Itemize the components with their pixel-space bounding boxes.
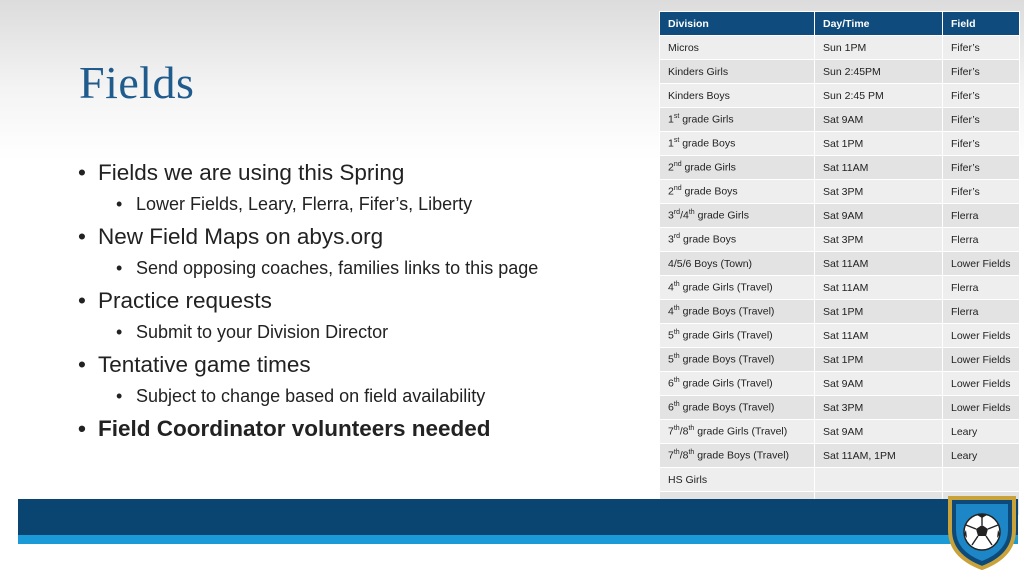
division-text: 4: [668, 281, 674, 294]
cell-field: Flerra: [943, 228, 1020, 252]
cell-daytime: Sat 3PM: [815, 396, 943, 420]
cell-field: [943, 468, 1020, 492]
cell-daytime: [815, 468, 943, 492]
bullet-fields-this-spring: • Fields we are using this Spring: [78, 158, 638, 188]
division-text: grade Girls: [681, 161, 736, 174]
division-text: grade Girls (Travel): [694, 425, 788, 438]
slide-title: Fields: [79, 57, 195, 108]
division-text: 1: [668, 113, 674, 126]
cell-daytime: Sat 11AM, 1PM: [815, 444, 943, 468]
ordinal-suffix: th: [688, 425, 695, 433]
table-row: [660, 228, 1020, 252]
cell-daytime: Sat 1PM: [815, 348, 943, 372]
bullet-practice-requests: • Practice requests: [78, 286, 638, 316]
cell-daytime: Sun 2:45 PM: [815, 84, 943, 108]
ordinal-suffix: rd: [673, 209, 681, 217]
sub-bullet-division-director: • Submit to your Division Director: [78, 320, 638, 344]
division-text: /4: [680, 209, 689, 222]
bullet-volunteers-needed: • Field Coordinator volunteers needed: [78, 414, 638, 444]
ordinal-suffix: th: [673, 353, 680, 361]
ordinal-suffix: rd: [673, 233, 681, 241]
cell-division: [660, 180, 815, 204]
cell-field: Lower Fields: [943, 252, 1020, 276]
division-text: 4: [668, 305, 674, 318]
cell-field: Flerra: [943, 204, 1020, 228]
cell-division: [660, 252, 815, 276]
schedule-table: [659, 11, 1020, 516]
cell-field: Leary: [943, 420, 1020, 444]
sub-bullet-field-list: • Lower Fields, Leary, Flerra, Fifer’s, Liberty: [78, 192, 638, 216]
sub-bullet-subject-to-change: • Subject to change based on field availability: [78, 384, 638, 408]
division-text: /8: [679, 449, 689, 462]
cell-daytime: Sat 11AM: [815, 276, 943, 300]
division-text: 5: [668, 353, 674, 366]
ordinal-suffix: th: [673, 401, 680, 409]
cell-field: Fifer’s: [943, 60, 1020, 84]
division-text: grade Girls: [679, 113, 734, 126]
ordinal-suffix: st: [673, 137, 680, 145]
cell-division: [660, 396, 815, 420]
table-row: [660, 348, 1020, 372]
cell-division: [660, 444, 815, 468]
table-header-row: [660, 12, 1020, 36]
cell-division: [660, 84, 815, 108]
division-text: 3: [668, 209, 674, 222]
table-row: [660, 324, 1020, 348]
division-text: grade Boys: [681, 185, 738, 198]
cell-field: Lower Fields: [943, 396, 1020, 420]
division-text: /8: [679, 425, 689, 438]
cell-division: [660, 372, 815, 396]
table-row: [660, 204, 1020, 228]
division-text: Kinders Girls: [668, 65, 729, 78]
cell-daytime: Sat 11AM: [815, 252, 943, 276]
ordinal-suffix: th: [673, 377, 680, 385]
division-text: grade Boys (Travel): [679, 305, 775, 318]
header-daytime: Day/Time: [815, 12, 943, 36]
division-text: 7: [668, 449, 674, 462]
division-text: 2: [668, 161, 674, 174]
ordinal-suffix: th: [673, 305, 680, 313]
cell-daytime: Sun 2:45PM: [815, 60, 943, 84]
cell-division: [660, 60, 815, 84]
bullet-tentative-game-times: • Tentative game times: [78, 350, 638, 380]
cell-field: Fifer’s: [943, 180, 1020, 204]
ordinal-suffix: st: [673, 113, 680, 121]
bullet-new-field-maps: • New Field Maps on abys.org: [78, 222, 638, 252]
table-row: [660, 108, 1020, 132]
cell-field: Lower Fields: [943, 372, 1020, 396]
cell-daytime: Sun 1PM: [815, 36, 943, 60]
division-text: 5: [668, 329, 674, 342]
ordinal-suffix: nd: [673, 185, 682, 193]
table-row: [660, 132, 1020, 156]
table-row: [660, 396, 1020, 420]
cell-field: Fifer’s: [943, 132, 1020, 156]
table-row: [660, 468, 1020, 492]
ordinal-suffix: th: [688, 209, 695, 217]
division-text: 6: [668, 377, 674, 390]
cell-division: [660, 204, 815, 228]
cell-daytime: Sat 3PM: [815, 228, 943, 252]
cell-field: Fifer’s: [943, 156, 1020, 180]
ordinal-suffix: th: [688, 449, 695, 457]
cell-field: Flerra: [943, 300, 1020, 324]
cell-field: Leary: [943, 444, 1020, 468]
cell-daytime: Sat 9AM: [815, 108, 943, 132]
division-text: 6: [668, 401, 674, 414]
cell-daytime: Sat 1PM: [815, 300, 943, 324]
division-text: Micros: [668, 41, 699, 54]
table-row: [660, 444, 1020, 468]
division-text: grade Boys: [680, 233, 737, 246]
division-text: HS Girls: [668, 473, 708, 486]
table-row: [660, 156, 1020, 180]
ordinal-suffix: th: [673, 449, 680, 457]
ordinal-suffix: th: [673, 329, 680, 337]
table-row: [660, 252, 1020, 276]
division-text: 4/5/6 Boys (Town): [668, 257, 753, 270]
table-row: [660, 180, 1020, 204]
division-text: grade Boys: [679, 137, 736, 150]
cell-field: Lower Fields: [943, 348, 1020, 372]
table-row: [660, 420, 1020, 444]
cell-division: [660, 468, 815, 492]
cell-division: [660, 156, 815, 180]
cell-division: [660, 348, 815, 372]
footer-band-dark: [18, 499, 1018, 535]
table-row: [660, 276, 1020, 300]
cell-daytime: Sat 3PM: [815, 180, 943, 204]
header-division: Division: [660, 12, 815, 36]
division-text: 2: [668, 185, 674, 198]
cell-division: [660, 276, 815, 300]
division-text: grade Boys (Travel): [694, 449, 790, 462]
cell-field: Lower Fields: [943, 324, 1020, 348]
cell-daytime: Sat 9AM: [815, 204, 943, 228]
division-text: grade Girls: [694, 209, 749, 222]
table-row: [660, 84, 1020, 108]
table-row: [660, 300, 1020, 324]
table-row: [660, 36, 1020, 60]
cell-division: [660, 420, 815, 444]
division-text: 1: [668, 137, 674, 150]
cell-daytime: Sat 9AM: [815, 420, 943, 444]
sub-bullet-send-links: • Send opposing coaches, families links to this page: [78, 256, 638, 280]
cell-division: [660, 108, 815, 132]
cell-division: [660, 132, 815, 156]
cell-division: [660, 228, 815, 252]
division-text: grade Boys (Travel): [679, 401, 775, 414]
cell-daytime: Sat 11AM: [815, 156, 943, 180]
division-text: grade Girls (Travel): [679, 377, 773, 390]
ordinal-suffix: th: [673, 425, 680, 433]
cell-division: [660, 36, 815, 60]
division-text: grade Girls (Travel): [679, 281, 773, 294]
cell-field: Fifer’s: [943, 36, 1020, 60]
cell-field: Fifer’s: [943, 84, 1020, 108]
division-text: Kinders Boys: [668, 89, 730, 102]
schedule-table-body: [660, 36, 1020, 516]
ordinal-suffix: nd: [673, 161, 682, 169]
cell-daytime: Sat 11AM: [815, 324, 943, 348]
ordinal-suffix: th: [673, 281, 680, 289]
soccer-ball-shield-icon: [944, 490, 1020, 570]
cell-division: [660, 300, 815, 324]
cell-division: [660, 324, 815, 348]
division-text: 7: [668, 425, 674, 438]
division-text: 3: [668, 233, 674, 246]
division-text: grade Boys (Travel): [679, 353, 775, 366]
cell-daytime: Sat 1PM: [815, 132, 943, 156]
division-text: grade Girls (Travel): [679, 329, 773, 342]
table-row: [660, 372, 1020, 396]
bullet-list: [78, 152, 638, 444]
table-row: [660, 60, 1020, 84]
cell-field: Fifer’s: [943, 108, 1020, 132]
cell-field: Flerra: [943, 276, 1020, 300]
header-field: Field: [943, 12, 1020, 36]
cell-daytime: Sat 9AM: [815, 372, 943, 396]
footer-band-light: [18, 535, 1018, 544]
